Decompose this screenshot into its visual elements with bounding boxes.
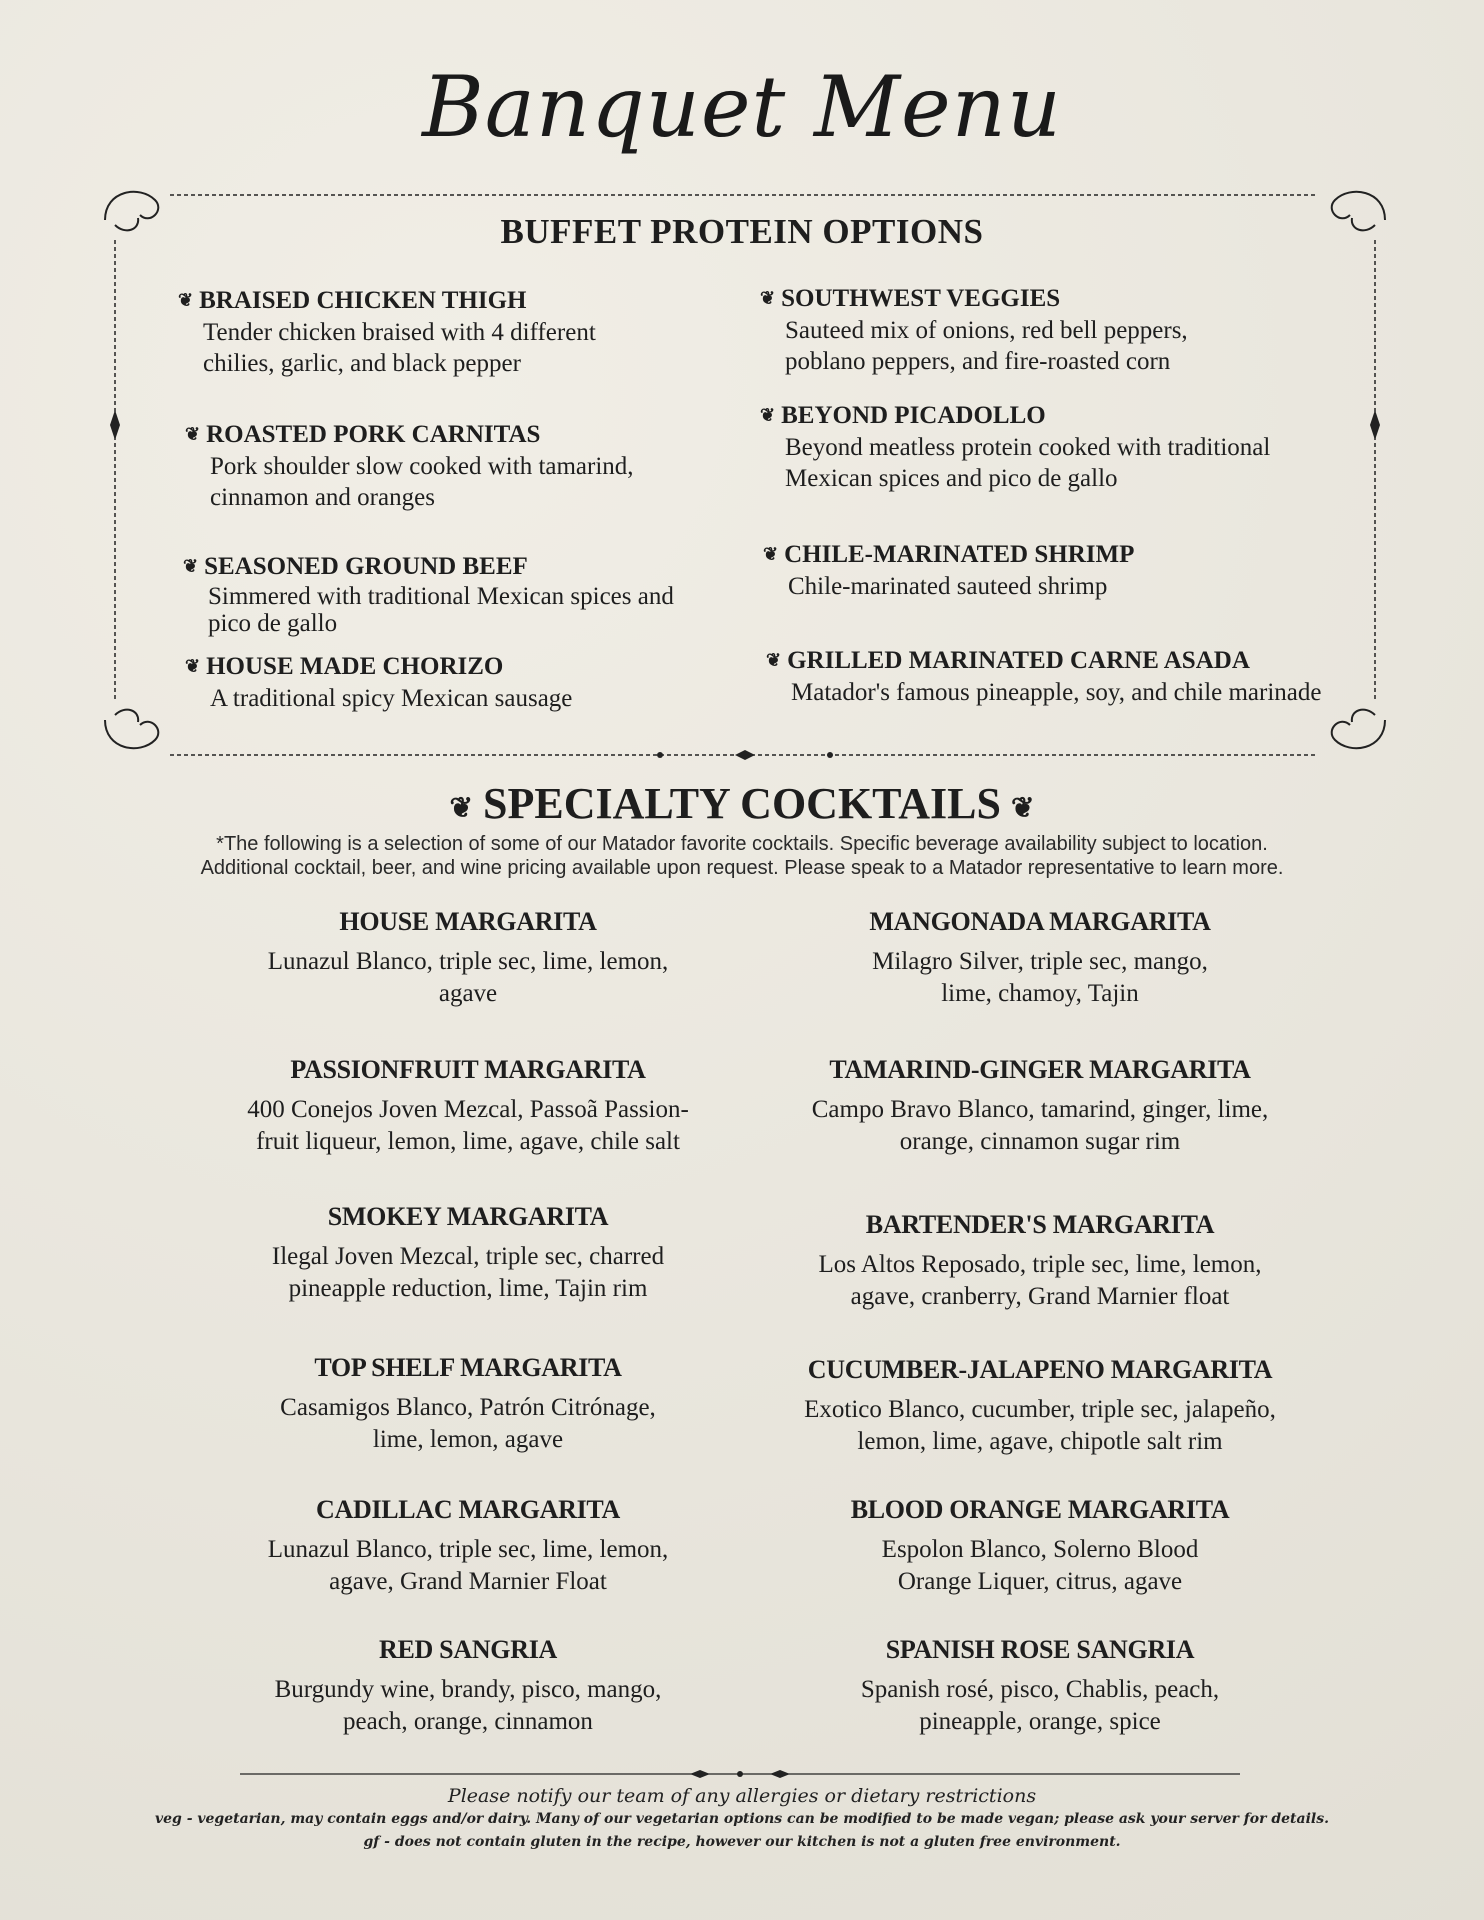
cocktail-item — [208, 1494, 728, 1598]
cocktail-desc: Exotico Blanco, cucumber, triple sec, jalapeño, lemon, lime, agave, chipotle salt rim — [804, 1396, 1276, 1455]
cocktail-desc: 400 Conejos Joven Mezcal, Passoã Passion-fruit liqueur, lemon, lime, agave, chile salt — [247, 1096, 689, 1155]
footer-divider — [240, 1766, 1240, 1785]
cocktail-name: PASSIONFRUIT MARGARITA — [290, 1055, 646, 1084]
cocktail-item — [208, 906, 728, 1010]
cocktail-desc: Spanish rosé, pisco, Chablis, peach, pineapple, orange, spice — [860, 1676, 1220, 1735]
fleur-icon: ❦ — [178, 290, 194, 310]
protein-item — [760, 284, 1360, 377]
protein-name: BRAISED CHICKEN THIGH — [199, 287, 527, 314]
fleur-icon: ❦ — [760, 405, 776, 425]
buffet-heading: BUFFET PROTEIN OPTIONS — [500, 212, 984, 251]
cocktail-name: HOUSE MARGARITA — [339, 907, 597, 936]
cocktail-item — [780, 1634, 1300, 1738]
protein-item — [183, 552, 783, 637]
ornament-left-icon: ❦ — [449, 792, 474, 824]
cocktails-heading-text: SPECIALTY COCKTAILS — [483, 779, 1001, 828]
cocktail-name: BLOOD ORANGE MARGARITA — [850, 1495, 1230, 1524]
protein-desc: A traditional spicy Mexican sausage — [210, 685, 573, 712]
fleur-icon: ❦ — [185, 656, 201, 676]
protein-desc: Sauteed mix of onions, red bell peppers, poblano peppers, and fire-roasted corn — [785, 317, 1188, 375]
protein-desc: Pork shoulder slow cooked with tamarind, cinnamon and oranges — [210, 453, 634, 511]
protein-name: CHILE-MARINATED SHRIMP — [784, 541, 1135, 568]
cocktail-desc: Lunazul Blanco, triple sec, lime, lemon, agave, Grand Marnier Float — [267, 1536, 669, 1595]
cocktail-item — [208, 1201, 728, 1305]
protein-name: HOUSE MADE CHORIZO — [206, 653, 504, 680]
cocktail-name: CUCUMBER-JALAPENO MARGARITA — [807, 1355, 1273, 1384]
cocktails-note — [0, 832, 1484, 880]
cocktail-desc: Los Altos Reposado, triple sec, lime, lemon, agave, cranberry, Grand Marnier float — [818, 1251, 1262, 1310]
cocktail-item — [780, 1209, 1300, 1313]
cocktail-desc: Lunazul Blanco, triple sec, lime, lemon, agave — [267, 948, 669, 1007]
cocktail-desc: Campo Bravo Blanco, tamarind, ginger, lime, orange, cinnamon sugar rim — [811, 1096, 1269, 1155]
cocktail-name: TOP SHELF MARGARITA — [314, 1353, 622, 1382]
cocktail-item — [780, 1494, 1300, 1598]
fleur-icon: ❦ — [760, 288, 776, 308]
footer-veg-note: veg - vegetarian, may contain eggs and/or dairy. Many of our vegetarian options can be modified to be made vegan; please ask your server for details. — [155, 1811, 1329, 1827]
cocktail-item — [780, 1354, 1300, 1458]
fleur-icon: ❦ — [763, 544, 779, 564]
protein-item — [763, 540, 1363, 602]
cocktail-name: TAMARIND-GINGER MARGARITA — [829, 1055, 1251, 1084]
protein-name: GRILLED MARINATED CARNE ASADA — [787, 647, 1250, 674]
cocktail-name: SPANISH ROSE SANGRIA — [885, 1635, 1195, 1664]
cocktail-item — [208, 1352, 728, 1456]
protein-item — [185, 652, 785, 714]
cocktail-name: MANGONADA MARGARITA — [869, 907, 1211, 936]
protein-name: BEYOND PICADOLLO — [781, 402, 1046, 429]
protein-item — [178, 286, 778, 379]
protein-desc: Tender chicken braised with 4 different chilies, garlic, and black pepper — [203, 319, 596, 377]
protein-desc: Chile-marinated sauteed shrimp — [788, 573, 1108, 600]
footer-gf-note: gf - does not contain gluten in the recipe, however our kitchen is not a gluten free environment. — [363, 1834, 1121, 1850]
cocktail-desc: Casamigos Blanco, Patrón Citrónage, lime, lemon, agave — [280, 1394, 656, 1453]
protein-desc: Simmered with traditional Mexican spices and pico de gallo — [208, 583, 674, 637]
fleur-icon: ❦ — [183, 556, 199, 576]
protein-item — [766, 646, 1366, 708]
cocktail-name: SMOKEY MARGARITA — [327, 1202, 609, 1231]
note-line: Additional cocktail, beer, and wine pricing available upon request. Please speak to a Matador representative to learn more. — [200, 857, 1284, 879]
protein-item — [760, 401, 1360, 494]
fleur-icon: ❦ — [185, 424, 201, 444]
ornament-right-icon: ❦ — [1010, 792, 1035, 824]
cocktail-item — [780, 906, 1300, 1010]
protein-desc: Beyond meatless protein cooked with traditional Mexican spices and pico de gallo — [785, 434, 1271, 492]
cocktail-desc: Ilegal Joven Mezcal, triple sec, charred pineapple reduction, lime, Tajin rim — [271, 1243, 665, 1302]
note-line: *The following is a selection of some of our Matador favorite cocktails. Specific beverage availability subject to location. — [216, 833, 1268, 855]
footer-allergy-note: Please notify our team of any allergies or dietary restrictions — [447, 1785, 1037, 1807]
protein-name: SEASONED GROUND BEEF — [204, 553, 528, 580]
fleur-icon: ❦ — [766, 650, 782, 670]
protein-name: ROASTED PORK CARNITAS — [206, 421, 541, 448]
page-title: Banquet Menu — [422, 58, 1062, 156]
cocktail-name: CADILLAC MARGARITA — [316, 1495, 620, 1524]
protein-name: SOUTHWEST VEGGIES — [781, 285, 1061, 312]
cocktail-desc: Milagro Silver, triple sec, mango, lime, chamoy, Tajin — [872, 948, 1208, 1007]
cocktail-item — [780, 1054, 1300, 1158]
cocktail-desc: Burgundy wine, brandy, pisco, mango, peach, orange, cinnamon — [274, 1676, 662, 1735]
cocktail-desc: Espolon Blanco, Solerno Blood Orange Liquer, citrus, agave — [881, 1536, 1199, 1595]
cocktail-name: BARTENDER'S MARGARITA — [865, 1210, 1215, 1239]
cocktail-item — [208, 1634, 728, 1738]
protein-desc: Matador's famous pineapple, soy, and chile marinade — [791, 679, 1322, 706]
protein-item — [185, 420, 785, 513]
cocktail-item — [208, 1054, 728, 1158]
cocktails-heading — [0, 778, 1484, 829]
cocktail-name: RED SANGRIA — [378, 1635, 557, 1664]
